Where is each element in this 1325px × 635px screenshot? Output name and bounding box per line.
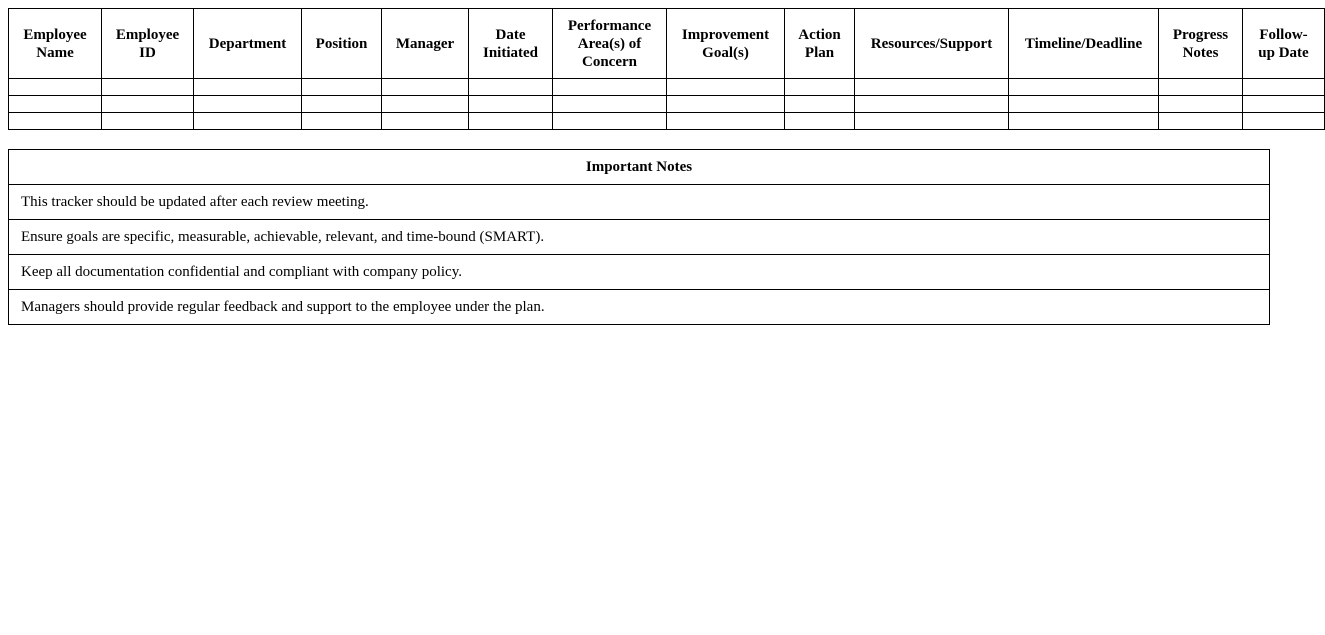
- col-performance-areas: Performance Area(s) of Concern: [553, 9, 667, 79]
- col-date-initiated: Date Initiated: [469, 9, 553, 79]
- table-cell[interactable]: [102, 96, 194, 113]
- table-cell[interactable]: [1159, 96, 1243, 113]
- table-cell[interactable]: [553, 79, 667, 96]
- table-cell[interactable]: [1243, 96, 1325, 113]
- table-cell[interactable]: [9, 96, 102, 113]
- col-position: Position: [302, 9, 382, 79]
- table-cell[interactable]: [469, 96, 553, 113]
- important-notes-table: [8, 149, 1270, 325]
- col-employee-name: Employee Name: [9, 9, 102, 79]
- table-cell[interactable]: [382, 79, 469, 96]
- note-item: This tracker should be updated after each review meeting.: [9, 185, 1270, 220]
- table-cell[interactable]: [1243, 113, 1325, 130]
- table-cell[interactable]: [785, 96, 855, 113]
- col-follow-up-date: Follow-up Date: [1243, 9, 1325, 79]
- table-cell[interactable]: [469, 79, 553, 96]
- header-row: [9, 9, 1325, 79]
- table-cell[interactable]: [667, 113, 785, 130]
- note-item: Ensure goals are specific, measurable, achievable, relevant, and time-bound (SMART).: [9, 220, 1270, 255]
- note-item: Keep all documentation confidential and compliant with company policy.: [9, 255, 1270, 290]
- table-cell[interactable]: [855, 79, 1009, 96]
- table-cell[interactable]: [9, 113, 102, 130]
- col-employee-id: Employee ID: [102, 9, 194, 79]
- col-department: Department: [194, 9, 302, 79]
- pip-tracker-table: [8, 8, 1325, 130]
- col-action-plan: Action Plan: [785, 9, 855, 79]
- table-row: [9, 79, 1325, 96]
- table-cell[interactable]: [1159, 113, 1243, 130]
- table-cell[interactable]: [667, 96, 785, 113]
- note-item: Managers should provide regular feedback and support to the employee under the plan.: [9, 290, 1270, 325]
- table-cell[interactable]: [1009, 79, 1159, 96]
- table-cell[interactable]: [382, 113, 469, 130]
- table-cell[interactable]: [102, 113, 194, 130]
- col-resources-support: Resources/Support: [855, 9, 1009, 79]
- notes-title: Important Notes: [9, 150, 1270, 185]
- table-cell[interactable]: [553, 96, 667, 113]
- table-cell[interactable]: [382, 96, 469, 113]
- table-cell[interactable]: [194, 79, 302, 96]
- table-cell[interactable]: [1009, 113, 1159, 130]
- table-cell[interactable]: [855, 113, 1009, 130]
- table-cell[interactable]: [302, 79, 382, 96]
- table-cell[interactable]: [855, 96, 1009, 113]
- table-cell[interactable]: [553, 113, 667, 130]
- col-improvement-goals: Improvement Goal(s): [667, 9, 785, 79]
- table-cell[interactable]: [1243, 79, 1325, 96]
- col-timeline-deadline: Timeline/Deadline: [1009, 9, 1159, 79]
- table-cell[interactable]: [1009, 96, 1159, 113]
- table-cell[interactable]: [667, 79, 785, 96]
- table-cell[interactable]: [785, 113, 855, 130]
- table-cell[interactable]: [785, 79, 855, 96]
- table-cell[interactable]: [102, 79, 194, 96]
- table-cell[interactable]: [194, 113, 302, 130]
- table-row: [9, 96, 1325, 113]
- table-cell[interactable]: [469, 113, 553, 130]
- col-manager: Manager: [382, 9, 469, 79]
- table-cell[interactable]: [9, 79, 102, 96]
- table-row: [9, 113, 1325, 130]
- table-cell[interactable]: [302, 96, 382, 113]
- col-progress-notes: Progress Notes: [1159, 9, 1243, 79]
- table-cell[interactable]: [1159, 79, 1243, 96]
- table-cell[interactable]: [302, 113, 382, 130]
- table-cell[interactable]: [194, 96, 302, 113]
